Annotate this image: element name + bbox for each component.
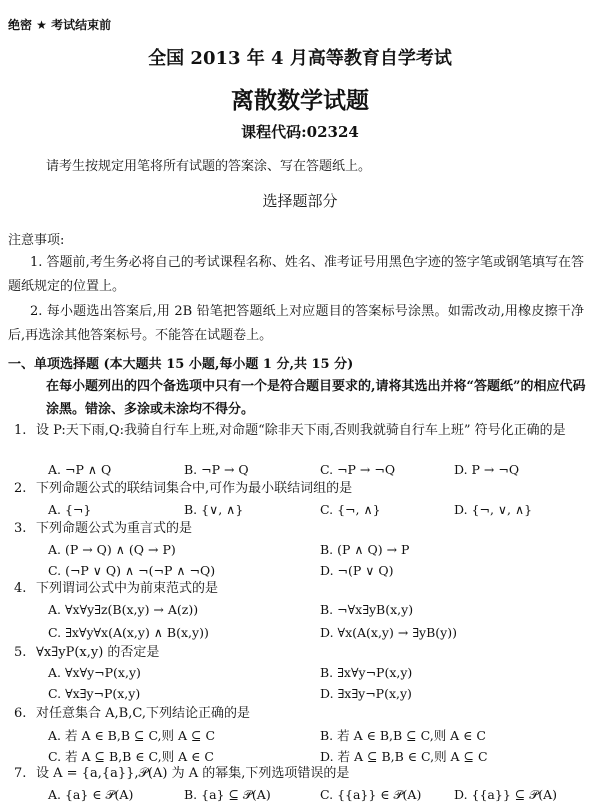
option-a: A. (P → Q) ∧ (Q → P): [48, 542, 176, 557]
question-3: [14, 519, 592, 539]
section-note: 在每小题列出的四个备选项中只有一个是符合题目要求的,请将其选出并将“答题纸”的相应代码涂黑。错涂、多涂或未涂均不得分。: [46, 379, 586, 417]
option-a: A. 若 A ∈ B,B ⊆ C,则 A ⊆ C: [48, 728, 216, 743]
question-7: [14, 764, 592, 784]
question-6: [14, 704, 592, 724]
option-d: D. ∃x∃y¬P(x,y): [320, 686, 412, 701]
question-stem: 下列命题公式为重言式的是: [36, 521, 193, 536]
question-stem: ∀x∃yP(x,y) 的否定是: [36, 645, 160, 660]
question-stem: 设 A = {a,{a}},𝒫(A) 为 A 的幂集,下列选项错误的是: [36, 766, 350, 781]
part-title: 选择题部分: [262, 192, 338, 210]
option-d: D. {¬, ∨, ∧}: [454, 502, 533, 517]
option-d: D. ∀x(A(x,y) → ∃yB(y)): [320, 625, 457, 640]
option-b: B. {a} ⊆ 𝒫(A): [184, 787, 271, 802]
option-a: A. ∀x∀y¬P(x,y): [48, 665, 141, 680]
course-code: 课程代码:02324: [241, 123, 359, 141]
option-a: A. ∀x∀y∃z(B(x,y) → A(z)): [48, 602, 199, 617]
option-a: A. {a} ∈ 𝒫(A): [48, 787, 134, 802]
confidential-mark: 绝密 ★ 考试结束前: [8, 18, 112, 32]
option-d: D. 若 A ⊆ B,B ∈ C,则 A ⊆ C: [320, 749, 488, 764]
option-b: B. ¬∀x∃yB(x,y): [320, 602, 414, 617]
question-2: [14, 479, 592, 499]
option-a: A. {¬}: [48, 502, 92, 517]
question-number: 7.: [14, 766, 27, 781]
option-b: B. {∨, ∧}: [184, 502, 244, 517]
option-d: D. P → ¬Q: [454, 462, 520, 477]
option-c: C. ∀x∃y¬P(x,y): [48, 686, 141, 701]
option-b: B. 若 A ∈ B,B ⊆ C,则 A ∈ C: [320, 728, 486, 743]
option-b: B. (P ∧ Q) → P: [320, 542, 410, 557]
question-number: 3.: [14, 521, 27, 536]
option-c: C. ¬P → ¬Q: [320, 462, 396, 477]
question-1: [14, 421, 592, 441]
section-title: 一、单项选择题 (本大题共 15 小题,每小题 1 分,共 15 分): [8, 357, 354, 372]
notes-heading: 注意事项:: [8, 233, 65, 248]
option-b: B. ∃x∀y¬P(x,y): [320, 665, 413, 680]
question-number: 4.: [14, 581, 27, 596]
option-d: D. ¬(P ∨ Q): [320, 563, 394, 578]
question-number: 6.: [14, 706, 27, 721]
question-5: [14, 643, 592, 663]
question-stem: 下列谓词公式中为前束范式的是: [36, 581, 219, 596]
option-d: D. {{a}} ⊆ 𝒫(A): [454, 787, 558, 802]
answer-instruction: 请考生按规定用笔将所有试题的答案涂、写在答题纸上。: [46, 159, 372, 174]
option-c: C. ∃x∀y∀x(A(x,y) ∧ B(x,y)): [48, 625, 209, 640]
question-stem: 对任意集合 A,B,C,下列结论正确的是: [36, 706, 250, 721]
option-b: B. ¬P → Q: [184, 462, 249, 477]
option-c: C. {{a}} ∈ 𝒫(A): [320, 787, 422, 802]
question-number: 2.: [14, 481, 27, 496]
subject-title: 离散数学试题: [231, 87, 369, 114]
option-c: C. (¬P ∨ Q) ∧ ¬(¬P ∧ ¬Q): [48, 563, 216, 578]
question-number: 1.: [14, 423, 27, 438]
question-number: 5.: [14, 645, 27, 660]
question-stem: 下列命题公式的联结词集合中,可作为最小联结词组的是: [36, 481, 353, 496]
option-a: A. ¬P ∧ Q: [48, 462, 112, 477]
note-item-2: 2. 每小题选出答案后,用 2B 铅笔把答题纸上对应题目的答案标号涂黑。如需改动,用橡皮擦干净后,再选涂其他答案标号。不能答在试题卷上。: [8, 304, 584, 343]
note-item-1: 1. 答题前,考生务必将自己的考试课程名称、姓名、准考证号用黑色字迹的签字笔或钢笔填写在答题纸规定的位置上。: [8, 255, 584, 294]
option-c: C. 若 A ⊆ B,B ∈ C,则 A ∈ C: [48, 749, 214, 764]
exam-title: 全国 2013 年 4 月高等教育自学考试: [148, 48, 452, 69]
question-4: [14, 579, 592, 599]
question-stem: 设 P:天下雨,Q:我骑自行车上班,对命题“除非天下雨,否则我就骑自行车上班” 符号化正确的是: [36, 423, 566, 438]
option-c: C. {¬, ∧}: [320, 502, 381, 517]
